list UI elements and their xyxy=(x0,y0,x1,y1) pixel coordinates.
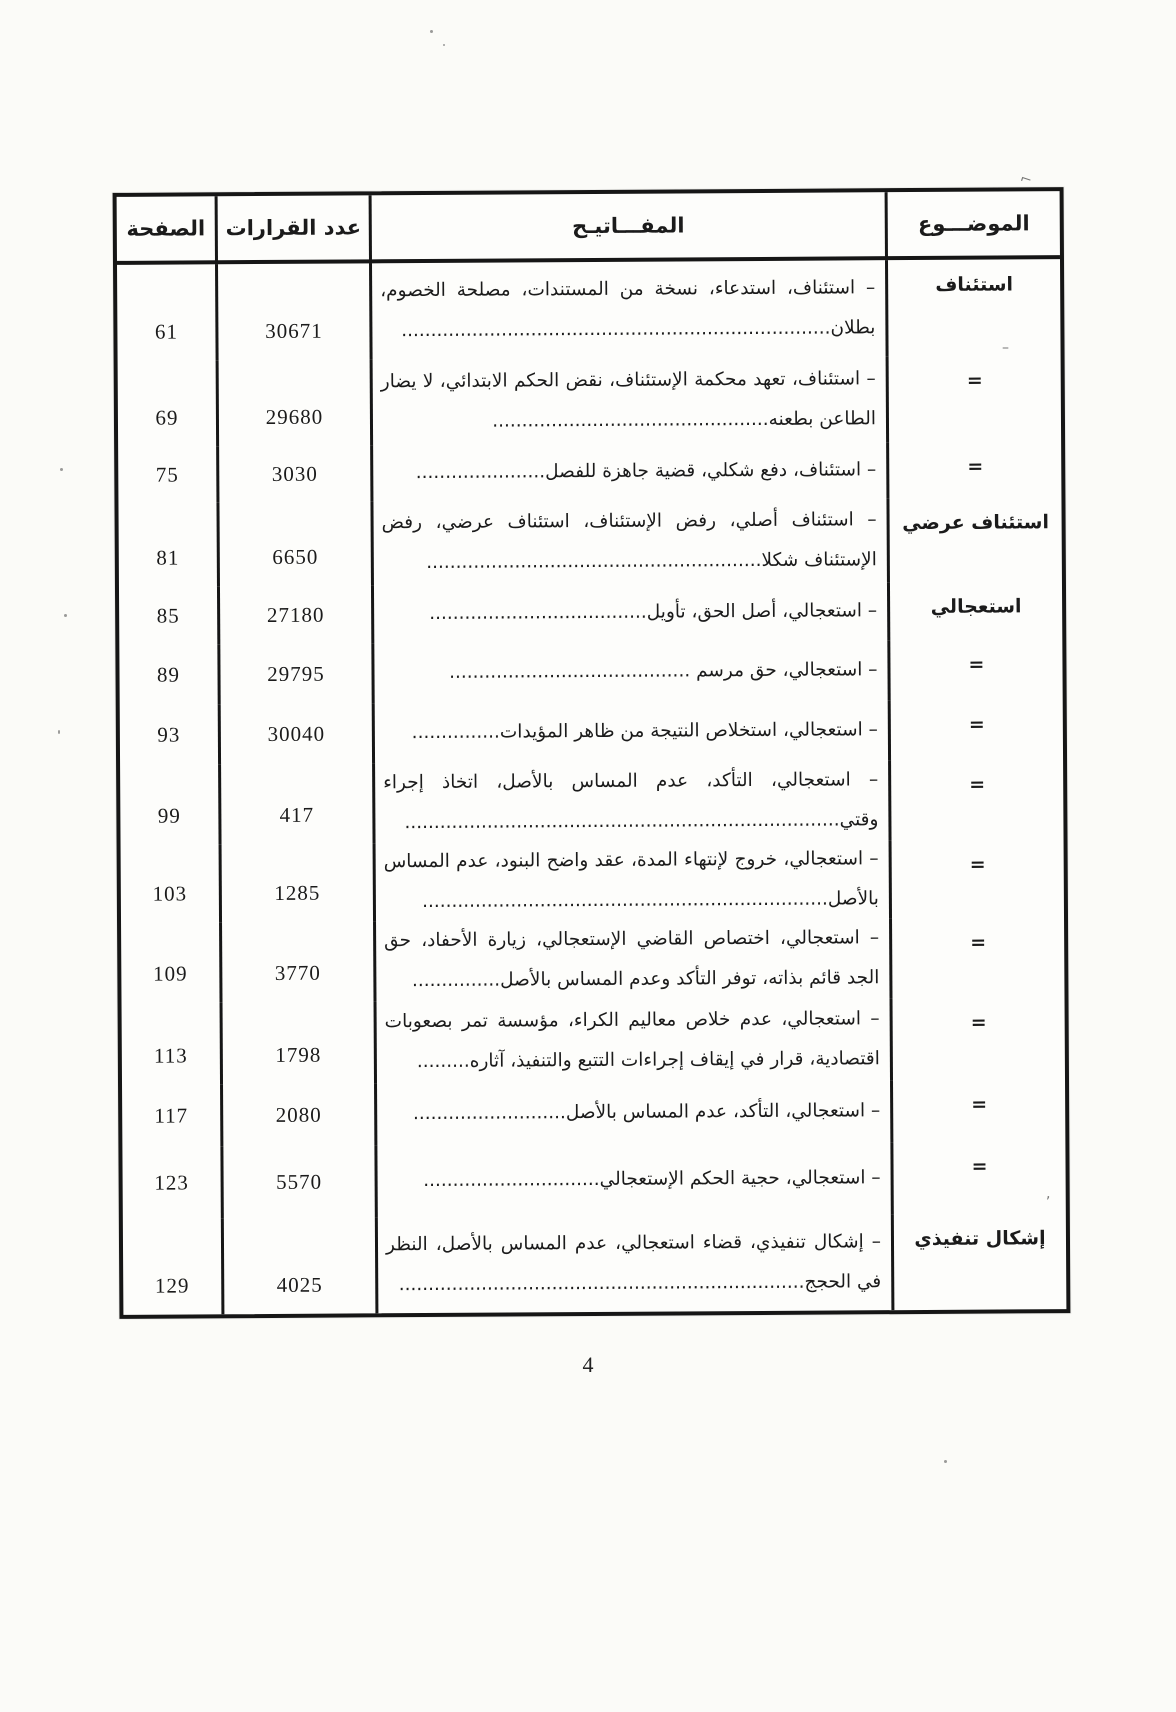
keys-cell xyxy=(373,498,890,585)
page-number-footer: 4 xyxy=(582,1352,594,1377)
keys-cell xyxy=(374,640,890,703)
scan-speck xyxy=(58,730,60,734)
page-number-cell: 89 xyxy=(119,644,220,705)
page-number-cell: 85 xyxy=(119,586,220,645)
scan-speck xyxy=(64,614,67,617)
index-table-wrapper xyxy=(113,187,1071,1319)
decision-number-cell: 1285 xyxy=(222,843,376,922)
subject-cell: استئناف xyxy=(935,273,1014,296)
scan-speck xyxy=(430,30,433,33)
keys-text: – استعجالي، اختصاص القاضي الإستعجالي، زيارة الأحفاد، حق الجد قائم بذاته، توفر التأكد وعدم المساس بالأصل............... xyxy=(384,927,880,992)
page-number-cell: 103 xyxy=(121,844,222,923)
keys-text: – استعجالي، خروج لإنتهاء المدة، عقد واضح البنود، عدم المساس بالأصل..................................................................... xyxy=(383,848,879,913)
subject-cell: = xyxy=(966,369,983,392)
keys-cell xyxy=(374,582,890,643)
keys-cell xyxy=(373,442,889,501)
subject-cell: = xyxy=(967,455,984,478)
decision-number-cell: 30671 xyxy=(218,263,373,360)
subject-cell: = xyxy=(970,931,987,954)
keys-cell xyxy=(378,1214,895,1313)
page-number-cell: 69 xyxy=(118,360,220,447)
keys-text: – استعجالي، عدم خلاص معاليم الكراء، مؤسسة تمر بصعوبات اقتصادية، قرار في إيقاف إجراءات التتبع والتنفيذ، آثاره......... xyxy=(384,1008,880,1073)
subject-cell: = xyxy=(969,853,986,876)
decision-number-cell: 1798 xyxy=(223,1001,377,1084)
decision-number-cell: 3030 xyxy=(219,445,373,502)
keys-cell xyxy=(373,356,890,445)
keys-cell xyxy=(377,1142,893,1217)
keys-text: – استعجالي، أصل الحق، تأويل..................................... xyxy=(429,600,878,624)
subject-cell: إشكال تنفيذي xyxy=(914,1227,1046,1251)
page-number-cell: 99 xyxy=(120,764,221,845)
subject-cell: استعجالي xyxy=(930,595,1022,618)
keys-text: – استئناف، تعهد محكمة الإستئناف، نقض الحكم الابتدائي، لا يضار الطاعن بطعنه............................................... xyxy=(380,368,877,432)
decision-number-cell: 417 xyxy=(221,763,375,844)
page-number-cell: 109 xyxy=(121,922,222,1003)
index-table xyxy=(113,187,1071,1319)
page-number-cell: 75 xyxy=(118,446,219,503)
decision-number-cell: 5570 xyxy=(223,1145,377,1218)
decision-number-cell: 4025 xyxy=(224,1217,379,1314)
subject-cell: = xyxy=(969,773,986,796)
header-decisions-column: عدد القرارات xyxy=(218,195,372,264)
scan-speck xyxy=(60,468,63,471)
keys-text: – استئناف، استدعاء، نسخة من المستندات، مصلحة الخصوم، بطلان......................................................................... xyxy=(380,277,876,342)
keys-cell xyxy=(377,998,893,1083)
subject-cell: = xyxy=(968,713,985,736)
decision-number-cell: 29680 xyxy=(219,359,374,446)
keys-text: – استعجالي، استخلاص النتيجة من ظاهر المؤيدات............... xyxy=(411,719,878,744)
keys-cell xyxy=(372,260,889,359)
keys-cell xyxy=(376,918,892,1001)
keys-cell xyxy=(377,1080,893,1145)
page-number-cell: 117 xyxy=(122,1084,223,1147)
header-subject-column: الموضـــوع xyxy=(888,191,1060,260)
decision-number-cell: 6650 xyxy=(219,501,374,586)
page-number-cell: 123 xyxy=(122,1146,223,1219)
scan-speck xyxy=(944,1460,947,1463)
decision-number-cell: 30040 xyxy=(221,703,375,764)
scan-speck: , xyxy=(1046,1186,1051,1202)
keys-text: – استعجالي، حجية الحكم الإستعجالي.............................. xyxy=(423,1167,881,1192)
decision-number-cell: 29795 xyxy=(220,643,374,704)
scan-speck xyxy=(443,44,445,46)
page-number-cell: 81 xyxy=(118,502,220,587)
keys-cell xyxy=(376,840,892,921)
keys-text: – استعجالي، حق مرسم ......................................... xyxy=(449,659,878,683)
keys-text: – إشكال تنفيذي، قضاء استعجالي، عدم المساس بالأصل، النظر في الحجج..................................................................... xyxy=(385,1231,882,1296)
keys-cell xyxy=(375,700,891,763)
header-page-column: الصفحة xyxy=(117,196,218,265)
subject-cell: استئناف عرضي xyxy=(902,511,1050,535)
scan-speck: – xyxy=(1002,340,1009,356)
subject-cell: = xyxy=(970,1011,987,1034)
keys-text: – استعجالي، التأكد، عدم المساس بالأصل، اتخاذ إجراء وقتي.......................................................................... xyxy=(383,769,879,834)
keys-cell xyxy=(375,760,891,843)
subject-cell: = xyxy=(971,1093,988,1116)
decision-number-cell: 2080 xyxy=(223,1083,377,1146)
subject-cell: = xyxy=(971,1155,988,1178)
decision-number-cell: 3770 xyxy=(222,921,376,1002)
page-number-cell: 113 xyxy=(122,1002,223,1085)
scan-speck: ⌐ xyxy=(1017,170,1034,190)
page-number-cell: 93 xyxy=(120,704,221,765)
page-number-cell: 129 xyxy=(123,1218,225,1315)
subject-cell: = xyxy=(968,653,985,676)
keys-text: – استعجالي، التأكد، عدم المساس بالأصل.......................... xyxy=(412,1100,881,1125)
page-number-cell: 61 xyxy=(117,264,219,361)
keys-text: – استئناف، دفع شكلي، قضية جاهزة للفصل...................... xyxy=(415,459,877,484)
header-keys-column: المفـــاتيـح xyxy=(372,192,888,263)
decision-number-cell: 27180 xyxy=(220,585,374,644)
keys-text: – استئناف أصلي، رفض الإستئناف، استئناف عرضي، رفض الإستئناف شكلا......................................................... xyxy=(381,509,877,574)
